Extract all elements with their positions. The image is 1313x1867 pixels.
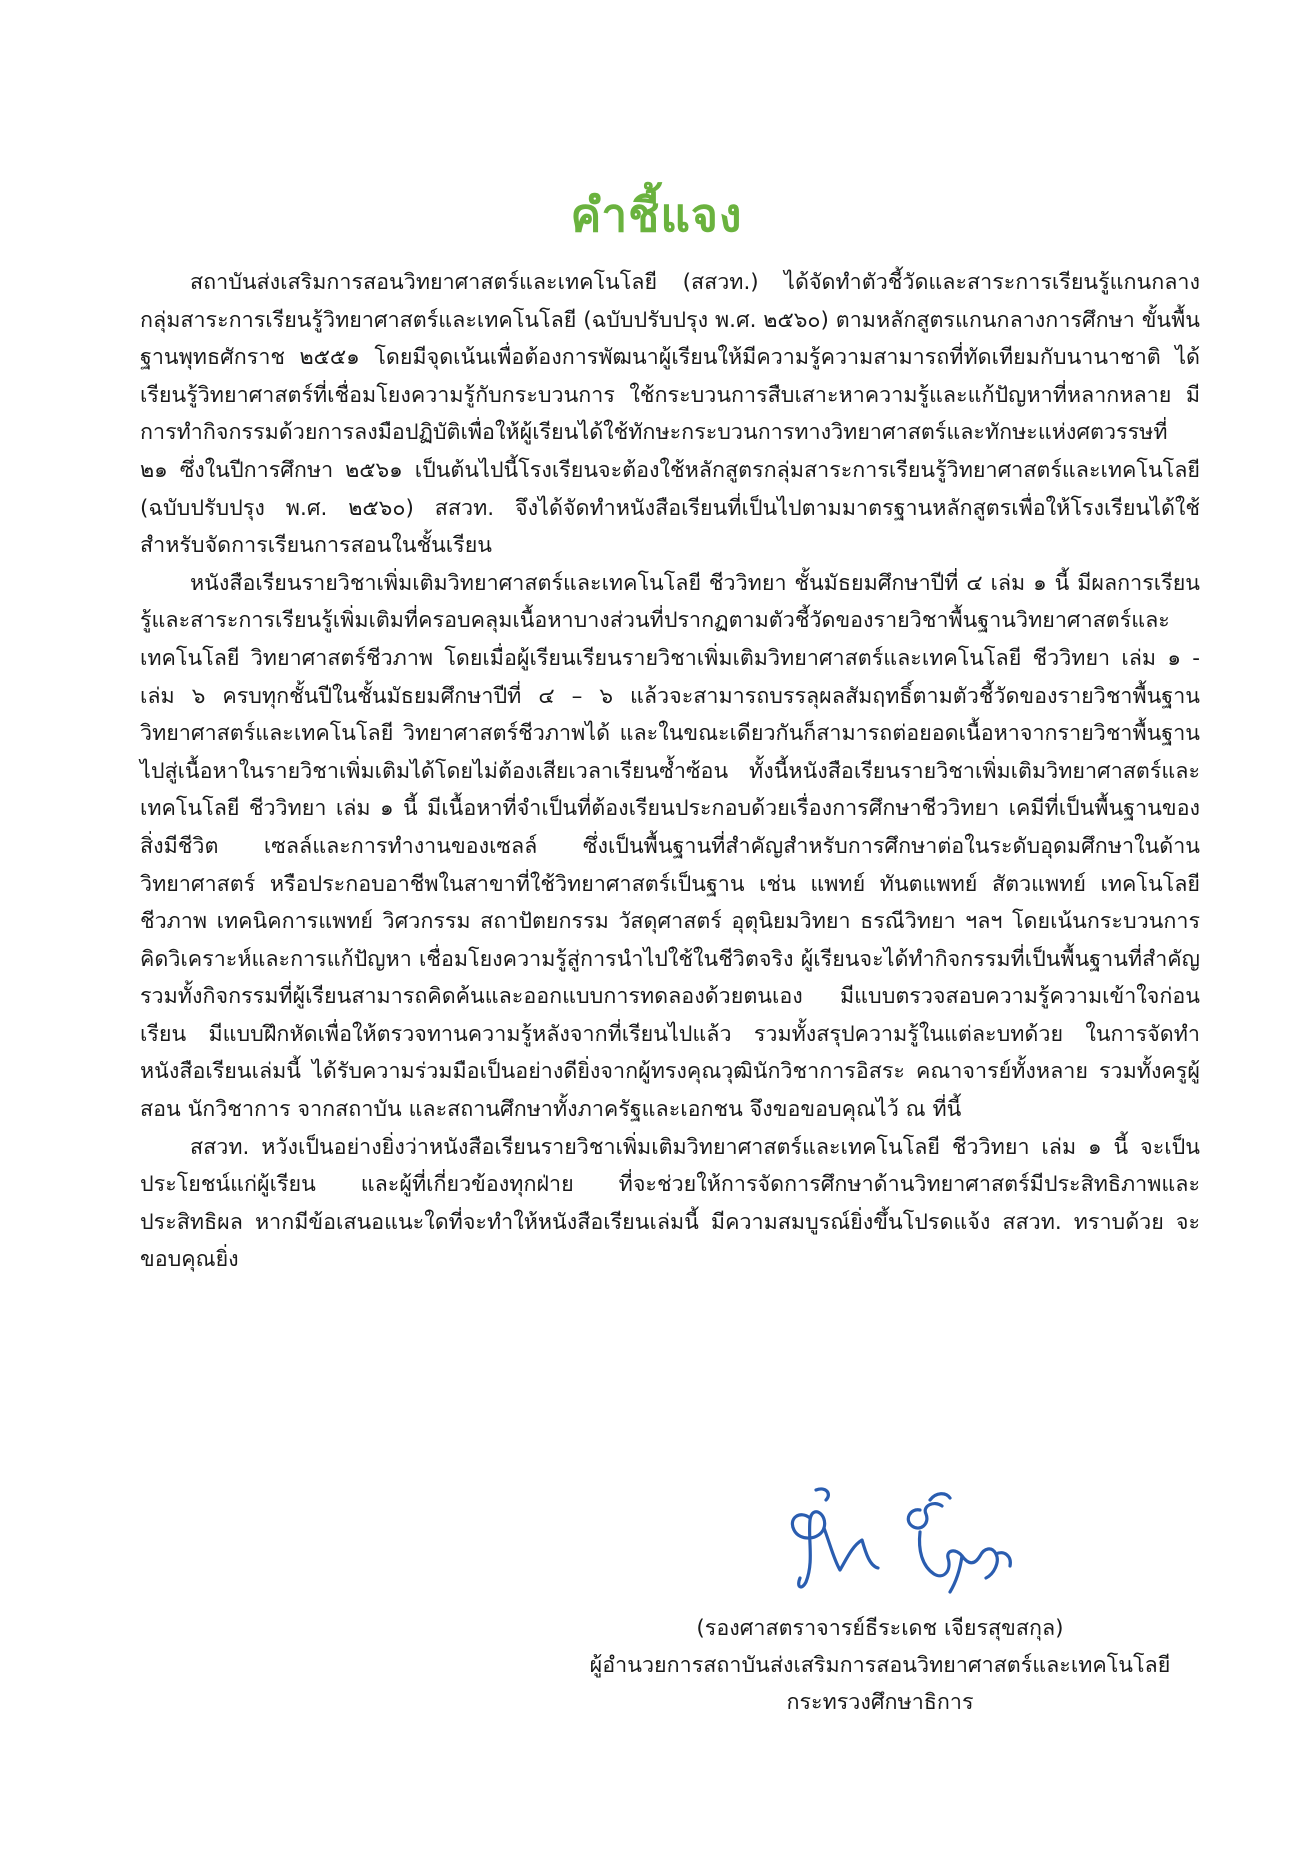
paragraph-book-description: หนังสือเรียนรายวิชาเพิ่มเติมวิทยาศาสตร์และเทคโนโลยี ชีววิทยา ชั้นมัธยมศึกษาปีที่ ๔ เล่ม ๑ นี้ มีผลการเรียนรู้และสาระการเรียนรู้เพิ่มเติมที่ครอบคลุมเนื้อหาบางส่วนที่ปรากฏตามตัวชี้วัดของรายวิชาพื้นฐานวิทยาศาสตร์และเทคโนโลยี วิทยาศาสตร์ชีวภาพ โดยเมื่อผู้เรียนเรียนรายวิชาเพิ่มเติมวิทยาศาสตร์และเทคโนโลยี ชีววิทยา เล่ม ๑ - เล่ม ๖ ครบทุกชั้นปีในชั้นมัธยมศึกษาปีที่ ๔ – ๖ แล้วจะสามารถบรรลุผลสัมฤทธิ์ตามตัวชี้วัดของรายวิชาพื้นฐานวิทยาศาสตร์และเทคโนโลยี วิทยาศาสตร์ชีวภาพได้ และในขณะเดียวกันก็สามารถต่อยอดเนื้อหาจากรายวิชาพื้นฐานไปสู่เนื้อหาในรายวิชาเพิ่มเติมได้โดยไม่ต้องเสียเวลาเรียนซ้ำซ้อน ทั้งนี้หนังสือเรียนรายวิชาเพิ่มเติมวิทยาศาสตร์และเทคโนโลยี ชีววิทยา เล่ม ๑ นี้ มีเนื้อหาที่จำเป็นที่ต้องเรียนประกอบด้วยเรื่องการศึกษาชีววิทยา เคมีที่เป็นพื้นฐานของสิ่งมีชีวิต เซลล์และการทำงานของเซลล์ ซึ่งเป็นพื้นฐานที่สำคัญสำหรับการศึกษาต่อในระดับอุดมศึกษาในด้านวิทยาศาสตร์ หรือประกอบอาชีพในสาขาที่ใช้วิทยาศาสตร์เป็นฐาน เช่น แพทย์ ทันตแพทย์ สัตวแพทย์ เทคโนโลยีชีวภาพ เทคนิคการแพทย์ วิศวกรรม สถาปัตยกรรม วัสดุศาสตร์ อุตุนิยมวิทยา ธรณีวิทยา ฯลฯ โดยเน้นกระบวนการคิดวิเคราะห์และการแก้ปัญหา เชื่อมโยงความรู้สู่การนำไปใช้ในชีวิตจริง ผู้เรียนจะได้ทำกิจกรรมที่เป็นพื้นฐานที่สำคัญ รวมทั้งกิจกรรมที่ผู้เรียนสามารถคิดค้นและออกแบบการทดลองด้วยตนเอง มีแบบตรวจสอบความรู้ความเข้าใจก่อนเรียน มีแบบฝึกหัดเพื่อให้ตรวจทานความรู้หลังจากที่เรียนไปแล้ว รวมทั้งสรุปความรู้ในแต่ละบทด้วย ในการจัดทำหนังสือเรียนเล่มนี้ ได้รับความร่วมมือเป็นอย่างดียิ่งจากผู้ทรงคุณวุฒินักวิชาการอิสระ คณาจารย์ทั้งหลาย รวมทั้งครูผู้สอน นักวิชาการ จากสถาบัน และสถานศึกษาทั้งภาครัฐและเอกชน จึงขอขอบคุณไว้ ณ ที่นี้ xyxy=(140,570,1200,1123)
handwritten-signature xyxy=(770,1470,1050,1600)
signatory-position: ผู้อำนวยการสถาบันส่งเสริมการสอนวิทยาศาสตร์และเทคโนโลยี xyxy=(589,1653,1171,1678)
signatory-organization: กระทรวงศึกษาธิการ xyxy=(786,1690,974,1715)
signatory-name: (รองศาสตราจารย์ธีระเดช เจียรสุขสกุล) xyxy=(696,1616,1064,1641)
page-title: คำชี้แจง xyxy=(570,187,743,242)
paragraph-intro: สถาบันส่งเสริมการสอนวิทยาศาสตร์และเทคโนโลยี (สสวท.) ได้จัดทำตัวชี้วัดและสาระการเรียนรู้แกนกลาง กลุ่มสาระการเรียนรู้วิทยาศาสตร์และเทคโนโลยี (ฉบับปรับปรุง พ.ศ. ๒๕๖๐) ตามหลักสูตรแกนกลางการศึกษา ขั้นพื้นฐานพุทธศักราช ๒๕๕๑ โดยมีจุดเน้นเพื่อต้องการพัฒนาผู้เรียนให้มีความรู้ความสามารถที่ทัดเทียมกับนานาชาติ ได้เรียนรู้วิทยาศาสตร์ที่เชื่อมโยงความรู้กับกระบวนการ ใช้กระบวนการสืบเสาะหาความรู้และแก้ปัญหาที่หลากหลาย มีการทำกิจกรรมด้วยการลงมือปฏิบัติเพื่อให้ผู้เรียนได้ใช้ทักษะกระบวนการทางวิทยาศาสตร์และทักษะแห่งศตวรรษที่ ๒๑ ซึ่งในปีการศึกษา ๒๕๖๑ เป็นต้นไปนี้โรงเรียนจะต้องใช้หลักสูตรกลุ่มสาระการเรียนรู้วิทยาศาสตร์และเทคโนโลยี (ฉบับปรับปรุง พ.ศ. ๒๕๖๐) สสวท. จึงได้จัดทำหนังสือเรียนที่เป็นไปตามมาตรฐานหลักสูตรเพื่อให้โรงเรียนได้ใช้สำหรับจัดการเรียนการสอนในชั้นเรียน xyxy=(140,270,1200,559)
body-text xyxy=(140,264,1200,1279)
signatory-block xyxy=(560,1610,1200,1721)
paragraph-closing: สสวท. หวังเป็นอย่างยิ่งว่าหนังสือเรียนรายวิชาเพิ่มเติมวิทยาศาสตร์และเทคโนโลยี ชีววิทยา เล่ม ๑ นี้ จะเป็นประโยชน์แก่ผู้เรียน และผู้ที่เกี่ยวข้องทุกฝ่าย ที่จะช่วยให้การจัดการศึกษาด้านวิทยาศาสตร์มีประสิทธิภาพและประสิทธิผล หากมีข้อเสนอแนะใดที่จะทำให้หนังสือเรียนเล่มนี้ มีความสมบูรณ์ยิ่งขึ้นโปรดแจ้ง สสวท. ทราบด้วย จะขอบคุณยิ่ง xyxy=(140,1134,1201,1273)
